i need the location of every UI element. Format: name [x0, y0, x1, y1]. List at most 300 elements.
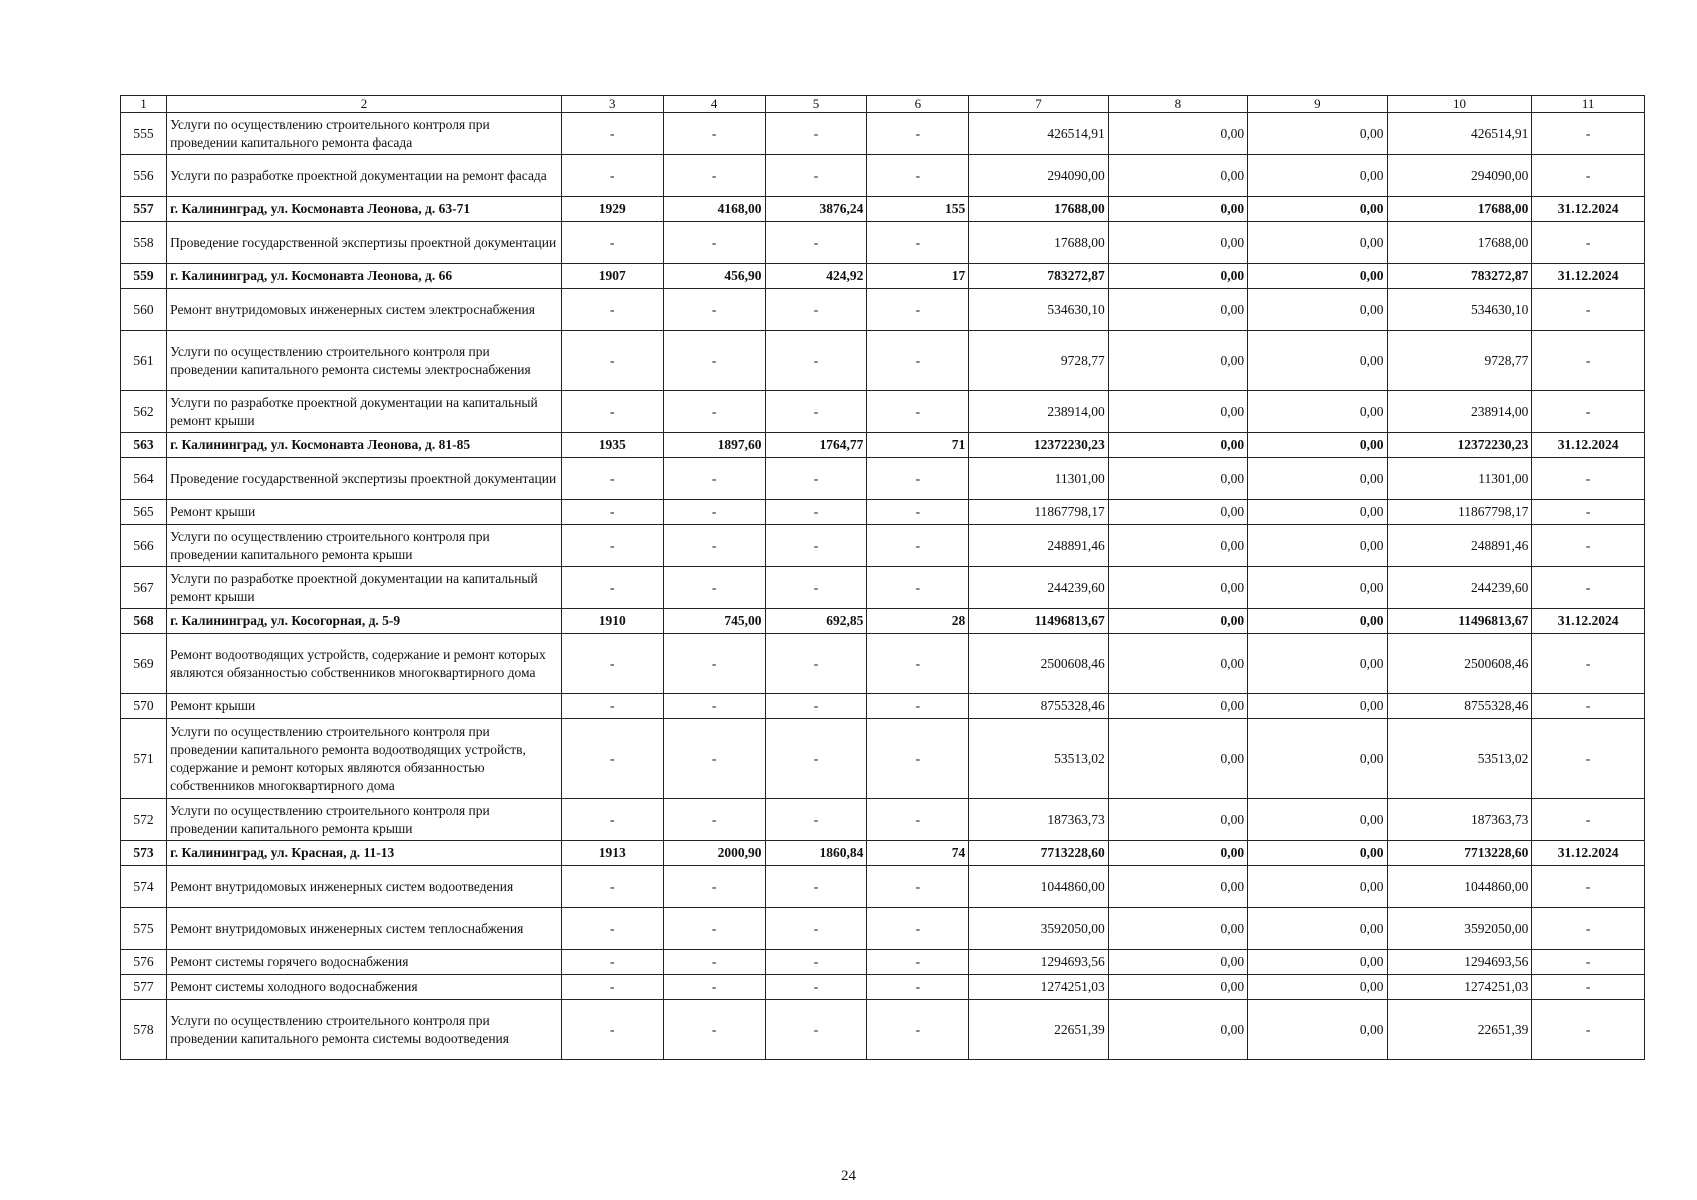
- fund-source-3-cell: 3592050,00: [1387, 908, 1532, 950]
- row-number-cell: 578: [121, 1000, 167, 1060]
- fund-source-1-cell: 0,00: [1108, 391, 1247, 433]
- fund-source-1-cell: 0,00: [1108, 719, 1247, 799]
- address-row: [121, 841, 1645, 866]
- item-name-cell: Ремонт внутридомовых инженерных систем водоотведения: [167, 866, 562, 908]
- row-number-cell: 570: [121, 694, 167, 719]
- table-row: [121, 331, 1645, 391]
- fund-source-2-cell: 0,00: [1248, 950, 1387, 975]
- fund-source-1-cell: 0,00: [1108, 222, 1247, 264]
- row-number-cell: 555: [121, 113, 167, 155]
- completion-date-cell: -: [1532, 113, 1645, 155]
- year-built-cell: -: [561, 458, 663, 500]
- residents-cell: -: [867, 155, 969, 197]
- row-number-cell: 559: [121, 264, 167, 289]
- fund-source-2-cell: 0,00: [1248, 841, 1387, 866]
- living-area-cell: -: [765, 950, 867, 975]
- living-area-cell: -: [765, 634, 867, 694]
- col-header-5: 5: [765, 96, 867, 113]
- completion-date-cell: -: [1532, 950, 1645, 975]
- table-row: [121, 567, 1645, 609]
- year-built-cell: -: [561, 155, 663, 197]
- fund-source-2-cell: 0,00: [1248, 609, 1387, 634]
- table-body: [121, 113, 1645, 1060]
- completion-date-cell: -: [1532, 155, 1645, 197]
- living-area-cell: -: [765, 458, 867, 500]
- total-cost-cell: 53513,02: [969, 719, 1108, 799]
- fund-source-3-cell: 244239,60: [1387, 567, 1532, 609]
- year-built-cell: -: [561, 525, 663, 567]
- table-row: [121, 155, 1645, 197]
- fund-source-2-cell: 0,00: [1248, 908, 1387, 950]
- fund-source-1-cell: 0,00: [1108, 634, 1247, 694]
- residents-cell: -: [867, 975, 969, 1000]
- table-row: [121, 222, 1645, 264]
- year-built-cell: 1929: [561, 197, 663, 222]
- fund-source-3-cell: 9728,77: [1387, 331, 1532, 391]
- table-row: [121, 289, 1645, 331]
- row-number-cell: 566: [121, 525, 167, 567]
- year-built-cell: 1913: [561, 841, 663, 866]
- data-table: [120, 95, 1645, 1060]
- fund-source-2-cell: 0,00: [1248, 155, 1387, 197]
- table-row: [121, 525, 1645, 567]
- item-name-cell: Ремонт водоотводящих устройств, содержание и ремонт которых являются обязанностью собственников многоквартирного дома: [167, 634, 562, 694]
- living-area-cell: 3876,24: [765, 197, 867, 222]
- fund-source-3-cell: 53513,02: [1387, 719, 1532, 799]
- fund-source-2-cell: 0,00: [1248, 694, 1387, 719]
- header-row: [121, 96, 1645, 113]
- residents-cell: -: [867, 634, 969, 694]
- living-area-cell: -: [765, 289, 867, 331]
- row-number-cell: 556: [121, 155, 167, 197]
- total-area-cell: -: [663, 634, 765, 694]
- address-row: [121, 609, 1645, 634]
- total-cost-cell: 426514,91: [969, 113, 1108, 155]
- fund-source-1-cell: 0,00: [1108, 694, 1247, 719]
- fund-source-1-cell: 0,00: [1108, 433, 1247, 458]
- residents-cell: -: [867, 719, 969, 799]
- total-area-cell: -: [663, 694, 765, 719]
- residents-cell: -: [867, 331, 969, 391]
- row-number-cell: 577: [121, 975, 167, 1000]
- total-area-cell: -: [663, 975, 765, 1000]
- completion-date-cell: 31.12.2024: [1532, 433, 1645, 458]
- table-row: [121, 500, 1645, 525]
- total-area-cell: -: [663, 289, 765, 331]
- total-cost-cell: 187363,73: [969, 799, 1108, 841]
- col-header-10: 10: [1387, 96, 1532, 113]
- fund-source-3-cell: 7713228,60: [1387, 841, 1532, 866]
- table-row: [121, 950, 1645, 975]
- total-cost-cell: 534630,10: [969, 289, 1108, 331]
- year-built-cell: -: [561, 222, 663, 264]
- completion-date-cell: -: [1532, 799, 1645, 841]
- residents-cell: -: [867, 1000, 969, 1060]
- table-row: [121, 458, 1645, 500]
- fund-source-3-cell: 1274251,03: [1387, 975, 1532, 1000]
- item-name-cell: Услуги по осуществлению строительного контроля при проведении капитального ремонта крыши: [167, 525, 562, 567]
- total-area-cell: -: [663, 500, 765, 525]
- item-name-cell: Ремонт внутридомовых инженерных систем электроснабжения: [167, 289, 562, 331]
- residents-cell: -: [867, 567, 969, 609]
- total-area-cell: -: [663, 719, 765, 799]
- item-name-cell: г. Калининград, ул. Космонавта Леонова, д. 66: [167, 264, 562, 289]
- completion-date-cell: -: [1532, 1000, 1645, 1060]
- total-cost-cell: 248891,46: [969, 525, 1108, 567]
- col-header-3: 3: [561, 96, 663, 113]
- living-area-cell: -: [765, 567, 867, 609]
- row-number-cell: 558: [121, 222, 167, 264]
- total-area-cell: -: [663, 458, 765, 500]
- item-name-cell: Услуги по разработке проектной документации на капитальный ремонт крыши: [167, 567, 562, 609]
- table-row: [121, 694, 1645, 719]
- fund-source-3-cell: 1294693,56: [1387, 950, 1532, 975]
- page-number: 24: [841, 1168, 856, 1184]
- row-number-cell: 571: [121, 719, 167, 799]
- fund-source-2-cell: 0,00: [1248, 113, 1387, 155]
- completion-date-cell: -: [1532, 525, 1645, 567]
- item-name-cell: Ремонт системы холодного водоснабжения: [167, 975, 562, 1000]
- fund-source-3-cell: 17688,00: [1387, 197, 1532, 222]
- total-cost-cell: 8755328,46: [969, 694, 1108, 719]
- total-area-cell: -: [663, 391, 765, 433]
- fund-source-1-cell: 0,00: [1108, 799, 1247, 841]
- fund-source-3-cell: 294090,00: [1387, 155, 1532, 197]
- item-name-cell: г. Калининград, ул. Космонавта Леонова, д. 63-71: [167, 197, 562, 222]
- fund-source-2-cell: 0,00: [1248, 458, 1387, 500]
- residents-cell: 155: [867, 197, 969, 222]
- total-cost-cell: 1274251,03: [969, 975, 1108, 1000]
- total-area-cell: -: [663, 799, 765, 841]
- completion-date-cell: -: [1532, 634, 1645, 694]
- residents-cell: 17: [867, 264, 969, 289]
- total-cost-cell: 11867798,17: [969, 500, 1108, 525]
- table-row: [121, 908, 1645, 950]
- col-header-7: 7: [969, 96, 1108, 113]
- completion-date-cell: 31.12.2024: [1532, 264, 1645, 289]
- item-name-cell: Проведение государственной экспертизы проектной документации: [167, 222, 562, 264]
- col-header-8: 8: [1108, 96, 1247, 113]
- col-header-9: 9: [1248, 96, 1387, 113]
- fund-source-1-cell: 0,00: [1108, 841, 1247, 866]
- fund-source-2-cell: 0,00: [1248, 197, 1387, 222]
- total-area-cell: 456,90: [663, 264, 765, 289]
- total-cost-cell: 244239,60: [969, 567, 1108, 609]
- total-cost-cell: 11496813,67: [969, 609, 1108, 634]
- year-built-cell: -: [561, 634, 663, 694]
- total-area-cell: -: [663, 1000, 765, 1060]
- table-row: [121, 391, 1645, 433]
- residents-cell: -: [867, 289, 969, 331]
- col-header-6: 6: [867, 96, 969, 113]
- living-area-cell: -: [765, 694, 867, 719]
- fund-source-1-cell: 0,00: [1108, 525, 1247, 567]
- fund-source-2-cell: 0,00: [1248, 866, 1387, 908]
- fund-source-3-cell: 8755328,46: [1387, 694, 1532, 719]
- address-row: [121, 264, 1645, 289]
- item-name-cell: Ремонт крыши: [167, 694, 562, 719]
- fund-source-1-cell: 0,00: [1108, 289, 1247, 331]
- fund-source-2-cell: 0,00: [1248, 525, 1387, 567]
- residents-cell: 28: [867, 609, 969, 634]
- fund-source-3-cell: 17688,00: [1387, 222, 1532, 264]
- item-name-cell: Услуги по осуществлению строительного контроля при проведении капитального ремонта фасада: [167, 113, 562, 155]
- table-header: [121, 96, 1645, 113]
- total-area-cell: -: [663, 567, 765, 609]
- living-area-cell: -: [765, 866, 867, 908]
- year-built-cell: -: [561, 1000, 663, 1060]
- completion-date-cell: -: [1532, 866, 1645, 908]
- residents-cell: -: [867, 799, 969, 841]
- fund-source-2-cell: 0,00: [1248, 331, 1387, 391]
- fund-source-1-cell: 0,00: [1108, 1000, 1247, 1060]
- table-row: [121, 719, 1645, 799]
- row-number-cell: 562: [121, 391, 167, 433]
- living-area-cell: -: [765, 1000, 867, 1060]
- fund-source-1-cell: 0,00: [1108, 866, 1247, 908]
- year-built-cell: -: [561, 866, 663, 908]
- total-cost-cell: 17688,00: [969, 197, 1108, 222]
- fund-source-3-cell: 12372230,23: [1387, 433, 1532, 458]
- total-cost-cell: 12372230,23: [969, 433, 1108, 458]
- total-area-cell: -: [663, 866, 765, 908]
- completion-date-cell: -: [1532, 908, 1645, 950]
- col-header-11: 11: [1532, 96, 1645, 113]
- year-built-cell: 1910: [561, 609, 663, 634]
- year-built-cell: -: [561, 719, 663, 799]
- fund-source-3-cell: 2500608,46: [1387, 634, 1532, 694]
- row-number-cell: 569: [121, 634, 167, 694]
- total-cost-cell: 22651,39: [969, 1000, 1108, 1060]
- item-name-cell: Услуги по разработке проектной документации на капитальный ремонт крыши: [167, 391, 562, 433]
- fund-source-2-cell: 0,00: [1248, 975, 1387, 1000]
- fund-source-1-cell: 0,00: [1108, 567, 1247, 609]
- year-built-cell: -: [561, 113, 663, 155]
- table-row: [121, 799, 1645, 841]
- row-number-cell: 572: [121, 799, 167, 841]
- living-area-cell: -: [765, 975, 867, 1000]
- year-built-cell: -: [561, 694, 663, 719]
- living-area-cell: -: [765, 908, 867, 950]
- table-row: [121, 634, 1645, 694]
- total-area-cell: -: [663, 908, 765, 950]
- living-area-cell: -: [765, 222, 867, 264]
- item-name-cell: Услуги по осуществлению строительного контроля при проведении капитального ремонта крыши: [167, 799, 562, 841]
- year-built-cell: -: [561, 391, 663, 433]
- living-area-cell: -: [765, 525, 867, 567]
- year-built-cell: -: [561, 567, 663, 609]
- total-cost-cell: 9728,77: [969, 331, 1108, 391]
- address-row: [121, 197, 1645, 222]
- residents-cell: -: [867, 391, 969, 433]
- item-name-cell: Проведение государственной экспертизы проектной документации: [167, 458, 562, 500]
- total-cost-cell: 11301,00: [969, 458, 1108, 500]
- year-built-cell: -: [561, 799, 663, 841]
- total-area-cell: -: [663, 155, 765, 197]
- address-row: [121, 433, 1645, 458]
- residents-cell: -: [867, 500, 969, 525]
- residents-cell: -: [867, 113, 969, 155]
- fund-source-1-cell: 0,00: [1108, 264, 1247, 289]
- fund-source-2-cell: 0,00: [1248, 433, 1387, 458]
- living-area-cell: -: [765, 391, 867, 433]
- fund-source-3-cell: 426514,91: [1387, 113, 1532, 155]
- living-area-cell: 1764,77: [765, 433, 867, 458]
- fund-source-1-cell: 0,00: [1108, 113, 1247, 155]
- total-area-cell: 4168,00: [663, 197, 765, 222]
- item-name-cell: Услуги по осуществлению строительного контроля при проведении капитального ремонта водоотводящих устройств, содержание и ремонт которых являются обязанностью собственников многоквартирного дома: [167, 719, 562, 799]
- row-number-cell: 560: [121, 289, 167, 331]
- residents-cell: -: [867, 525, 969, 567]
- living-area-cell: -: [765, 799, 867, 841]
- living-area-cell: -: [765, 331, 867, 391]
- year-built-cell: -: [561, 500, 663, 525]
- total-cost-cell: 7713228,60: [969, 841, 1108, 866]
- completion-date-cell: 31.12.2024: [1532, 841, 1645, 866]
- item-name-cell: Ремонт системы горячего водоснабжения: [167, 950, 562, 975]
- fund-source-3-cell: 783272,87: [1387, 264, 1532, 289]
- living-area-cell: -: [765, 500, 867, 525]
- living-area-cell: -: [765, 155, 867, 197]
- row-number-cell: 567: [121, 567, 167, 609]
- residents-cell: -: [867, 458, 969, 500]
- fund-source-1-cell: 0,00: [1108, 155, 1247, 197]
- col-header-2: 2: [167, 96, 562, 113]
- fund-source-2-cell: 0,00: [1248, 500, 1387, 525]
- fund-source-3-cell: 248891,46: [1387, 525, 1532, 567]
- completion-date-cell: -: [1532, 567, 1645, 609]
- total-cost-cell: 294090,00: [969, 155, 1108, 197]
- residents-cell: -: [867, 694, 969, 719]
- fund-source-1-cell: 0,00: [1108, 458, 1247, 500]
- total-area-cell: -: [663, 525, 765, 567]
- table-row: [121, 866, 1645, 908]
- item-name-cell: Услуги по осуществлению строительного контроля при проведении капитального ремонта системы водоотведения: [167, 1000, 562, 1060]
- fund-source-2-cell: 0,00: [1248, 719, 1387, 799]
- living-area-cell: 1860,84: [765, 841, 867, 866]
- year-built-cell: -: [561, 908, 663, 950]
- fund-source-2-cell: 0,00: [1248, 799, 1387, 841]
- living-area-cell: 424,92: [765, 264, 867, 289]
- total-area-cell: -: [663, 950, 765, 975]
- total-cost-cell: 2500608,46: [969, 634, 1108, 694]
- table-row: [121, 113, 1645, 155]
- fund-source-2-cell: 0,00: [1248, 264, 1387, 289]
- row-number-cell: 568: [121, 609, 167, 634]
- fund-source-3-cell: 534630,10: [1387, 289, 1532, 331]
- fund-source-1-cell: 0,00: [1108, 500, 1247, 525]
- fund-source-1-cell: 0,00: [1108, 950, 1247, 975]
- completion-date-cell: -: [1532, 719, 1645, 799]
- table-row: [121, 975, 1645, 1000]
- total-area-cell: 745,00: [663, 609, 765, 634]
- total-cost-cell: 17688,00: [969, 222, 1108, 264]
- fund-source-2-cell: 0,00: [1248, 391, 1387, 433]
- fund-source-2-cell: 0,00: [1248, 1000, 1387, 1060]
- total-area-cell: -: [663, 222, 765, 264]
- total-cost-cell: 1044860,00: [969, 866, 1108, 908]
- completion-date-cell: -: [1532, 331, 1645, 391]
- residents-cell: -: [867, 866, 969, 908]
- row-number-cell: 574: [121, 866, 167, 908]
- item-name-cell: Ремонт внутридомовых инженерных систем теплоснабжения: [167, 908, 562, 950]
- living-area-cell: -: [765, 719, 867, 799]
- completion-date-cell: -: [1532, 222, 1645, 264]
- total-area-cell: 1897,60: [663, 433, 765, 458]
- total-cost-cell: 3592050,00: [969, 908, 1108, 950]
- residents-cell: 71: [867, 433, 969, 458]
- year-built-cell: -: [561, 975, 663, 1000]
- item-name-cell: Услуги по осуществлению строительного контроля при проведении капитального ремонта системы электроснабжения: [167, 331, 562, 391]
- col-header-4: 4: [663, 96, 765, 113]
- row-number-cell: 576: [121, 950, 167, 975]
- year-built-cell: 1907: [561, 264, 663, 289]
- living-area-cell: 692,85: [765, 609, 867, 634]
- item-name-cell: Ремонт крыши: [167, 500, 562, 525]
- year-built-cell: 1935: [561, 433, 663, 458]
- row-number-cell: 564: [121, 458, 167, 500]
- year-built-cell: -: [561, 331, 663, 391]
- fund-source-3-cell: 238914,00: [1387, 391, 1532, 433]
- completion-date-cell: -: [1532, 975, 1645, 1000]
- fund-source-3-cell: 187363,73: [1387, 799, 1532, 841]
- completion-date-cell: 31.12.2024: [1532, 609, 1645, 634]
- total-cost-cell: 783272,87: [969, 264, 1108, 289]
- fund-source-3-cell: 11496813,67: [1387, 609, 1532, 634]
- item-name-cell: г. Калининград, ул. Косогорная, д. 5-9: [167, 609, 562, 634]
- fund-source-1-cell: 0,00: [1108, 975, 1247, 1000]
- completion-date-cell: -: [1532, 500, 1645, 525]
- table-row: [121, 1000, 1645, 1060]
- fund-source-3-cell: 1044860,00: [1387, 866, 1532, 908]
- row-number-cell: 575: [121, 908, 167, 950]
- living-area-cell: -: [765, 113, 867, 155]
- fund-source-3-cell: 11301,00: [1387, 458, 1532, 500]
- fund-source-2-cell: 0,00: [1248, 567, 1387, 609]
- year-built-cell: -: [561, 950, 663, 975]
- item-name-cell: Услуги по разработке проектной документации на ремонт фасада: [167, 155, 562, 197]
- total-area-cell: 2000,90: [663, 841, 765, 866]
- fund-source-3-cell: 22651,39: [1387, 1000, 1532, 1060]
- total-area-cell: -: [663, 113, 765, 155]
- residents-cell: 74: [867, 841, 969, 866]
- fund-source-1-cell: 0,00: [1108, 908, 1247, 950]
- fund-source-3-cell: 11867798,17: [1387, 500, 1532, 525]
- residents-cell: -: [867, 950, 969, 975]
- total-cost-cell: 1294693,56: [969, 950, 1108, 975]
- row-number-cell: 557: [121, 197, 167, 222]
- row-number-cell: 565: [121, 500, 167, 525]
- fund-source-1-cell: 0,00: [1108, 609, 1247, 634]
- residents-cell: -: [867, 222, 969, 264]
- completion-date-cell: -: [1532, 289, 1645, 331]
- row-number-cell: 573: [121, 841, 167, 866]
- completion-date-cell: 31.12.2024: [1532, 197, 1645, 222]
- fund-source-2-cell: 0,00: [1248, 222, 1387, 264]
- item-name-cell: г. Калининград, ул. Космонавта Леонова, д. 81-85: [167, 433, 562, 458]
- col-header-1: 1: [121, 96, 167, 113]
- fund-source-2-cell: 0,00: [1248, 289, 1387, 331]
- fund-source-2-cell: 0,00: [1248, 634, 1387, 694]
- residents-cell: -: [867, 908, 969, 950]
- row-number-cell: 563: [121, 433, 167, 458]
- completion-date-cell: -: [1532, 694, 1645, 719]
- fund-source-1-cell: 0,00: [1108, 197, 1247, 222]
- completion-date-cell: -: [1532, 391, 1645, 433]
- fund-source-1-cell: 0,00: [1108, 331, 1247, 391]
- year-built-cell: -: [561, 289, 663, 331]
- total-cost-cell: 238914,00: [969, 391, 1108, 433]
